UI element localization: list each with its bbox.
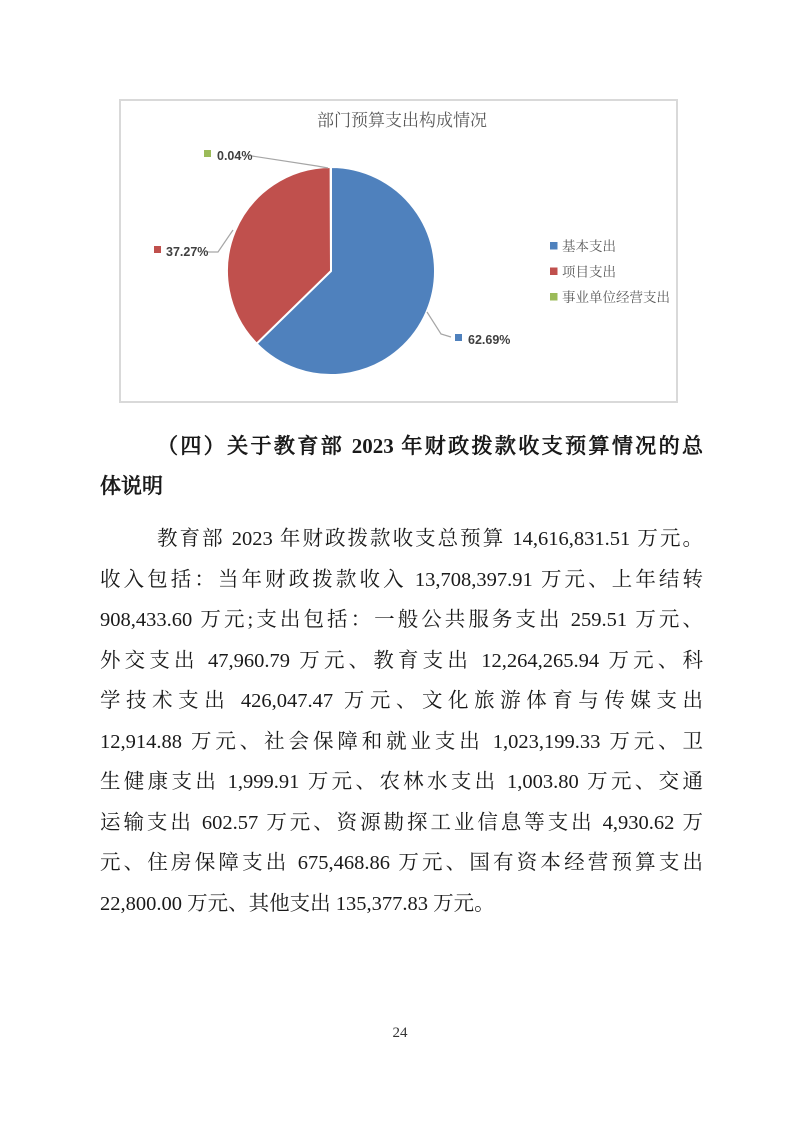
- legend-label-operation: 事业单位经营支出: [562, 290, 670, 305]
- section-heading-line1: （四）关于教育部 2023 年财政拨款收支预算情况的总: [157, 434, 703, 458]
- basic-marker-icon: [455, 334, 462, 341]
- legend-label-basic: 基本支出: [562, 239, 616, 254]
- data-label-operation-expenditure: [204, 149, 252, 163]
- pie-chart-panel: [119, 99, 678, 403]
- legend-label-project: 项目支出: [562, 264, 616, 280]
- leader-line-operation-expenditure: [252, 156, 328, 168]
- body-line: 运输支出 602.57 万元、资源勘探工业信息等支出 4,930.62 万: [100, 811, 703, 834]
- pie: [227, 167, 435, 375]
- legend-item-basic: [550, 238, 616, 254]
- legend-item-project: [550, 264, 616, 280]
- section-heading-line2: 体说明: [100, 474, 163, 498]
- body-line: 908,433.60 万元;支出包括：一般公共服务支出 259.51 万元、: [100, 609, 703, 631]
- legend-swatch-project-icon: [550, 268, 558, 276]
- body-line: 元、住房保障支出 675,468.86 万元、国有资本经营预算支出: [100, 852, 703, 874]
- body-line: 教育部 2023 年财政拨款收支总预算 14,616,831.51 万元。: [157, 528, 703, 550]
- section-heading: [100, 426, 703, 506]
- leader-line-basic-expenditure: [427, 312, 451, 337]
- page-number: 24: [392, 1025, 408, 1041]
- legend-item-operation: [550, 289, 670, 305]
- body-paragraph: [100, 519, 703, 924]
- operation-pct-label: 0.04%: [217, 149, 253, 163]
- basic-pct-label: 62.69%: [468, 333, 511, 347]
- body-line: 22,800.00 万元、其他支出 135,377.83 万元。: [100, 892, 495, 915]
- body-line: 学技术支出 426,047.47 万元、文化旅游体育与传媒支出: [100, 690, 703, 712]
- operation-marker-icon: [204, 150, 211, 157]
- project-pct-label: 37.27%: [166, 245, 209, 259]
- body-line: 外交支出 47,960.79 万元、教育支出 12,264,265.94 万元、科: [100, 649, 703, 672]
- pie-chart-svg: [121, 101, 676, 401]
- legend-swatch-basic-icon: [550, 242, 558, 250]
- chart-title: 部门预算支出构成情况: [317, 111, 487, 130]
- project-marker-icon: [154, 246, 161, 253]
- text-block: [100, 426, 703, 924]
- body-line: 12,914.88 万元、社会保障和就业支出 1,023,199.33 万元、卫: [100, 730, 703, 753]
- data-label-basic-expenditure: [455, 333, 510, 347]
- legend-swatch-operation-icon: [550, 293, 558, 301]
- data-label-project-expenditure: [154, 245, 208, 259]
- chart-legend: [550, 238, 670, 305]
- body-line: 生健康支出 1,999.91 万元、农林水支出 1,003.80 万元、交通: [100, 771, 703, 793]
- body-line: 收入包括：当年财政拨款收入 13,708,397.91 万元、上年结转: [100, 568, 703, 591]
